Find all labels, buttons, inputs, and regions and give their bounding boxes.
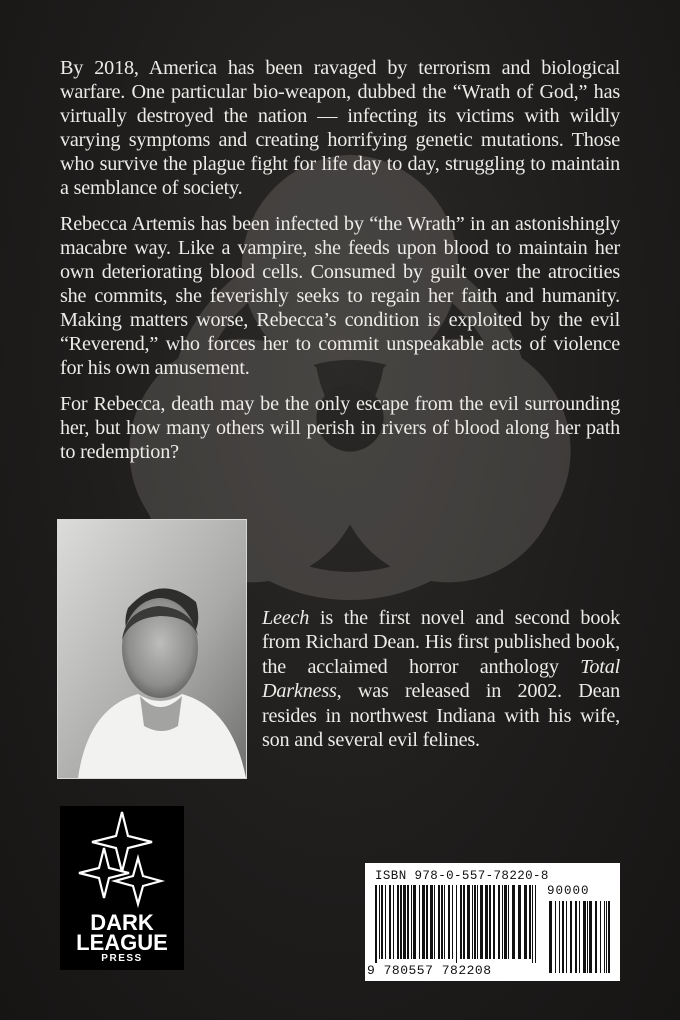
bio-text-part-2: , was released in 2002. Dean resides in northwest Indiana with his wife, son and several evil felines. bbox=[262, 680, 620, 752]
barcode-addon-bar bbox=[589, 901, 592, 973]
barcode-bar bbox=[498, 885, 500, 959]
barcode-bar bbox=[419, 885, 420, 959]
barcode-bar bbox=[489, 885, 491, 959]
price-code: 90000 bbox=[547, 884, 590, 898]
publisher-name-line-1: DARK bbox=[90, 910, 154, 935]
barcode-bar bbox=[385, 885, 386, 959]
bio-anthology-title: Total Darkness bbox=[262, 655, 620, 703]
barcode-bar bbox=[448, 885, 450, 959]
publisher-logo bbox=[60, 806, 184, 970]
barcode-bar bbox=[463, 885, 465, 959]
barcode-addon-bar bbox=[549, 901, 552, 973]
barcode-bar bbox=[502, 885, 503, 959]
synopsis-paragraph-1: By 2018, America has been ravaged by terrorism and biological warfare. One particular bio-weapon, dubbed the “Wrath of God,” has virtually destroyed the nation — infecting its victims with wildly varying symptoms and creating horrifying genetic mutations. Those who survive the plague fight for life day to day, struggling to maintain a semblance of society. bbox=[60, 57, 620, 199]
bio-text-part-1: is the first novel and second book from Richard Dean. His first published book, the acclaimed horror anthology bbox=[262, 607, 620, 678]
barcode-bar bbox=[403, 885, 406, 959]
barcode-bar bbox=[467, 885, 470, 959]
barcode-addon-bar bbox=[566, 901, 567, 973]
barcode-bar bbox=[460, 885, 462, 959]
barcode-bar bbox=[422, 885, 425, 959]
barcode-bar bbox=[477, 885, 478, 959]
barcode-addon-bar bbox=[579, 901, 580, 973]
bio-book-title: Leech bbox=[262, 607, 310, 629]
author-photo bbox=[57, 519, 247, 779]
barcode-bar bbox=[529, 885, 531, 959]
barcode-digits: 9 780557 782208 bbox=[367, 963, 492, 978]
barcode-addon-bar bbox=[608, 901, 610, 973]
synopsis-text bbox=[60, 56, 620, 476]
barcode-bar bbox=[430, 885, 433, 959]
barcode-bar bbox=[444, 885, 445, 959]
barcode-addon-bar bbox=[562, 901, 564, 973]
barcode-bar bbox=[452, 885, 453, 959]
barcode-addon-bar bbox=[555, 901, 556, 973]
barcode-addon-bar bbox=[570, 901, 572, 973]
barcode-addon-bar bbox=[600, 901, 601, 973]
barcode-bar bbox=[426, 885, 428, 959]
barcode-bar bbox=[375, 885, 377, 963]
barcode-bar bbox=[379, 885, 380, 959]
barcode-bar bbox=[411, 885, 412, 959]
synopsis-paragraph-3: For Rebecca, death may be the only escape from the evil surrounding her, but how many others will perish in rivers of blood along her path to redemption? bbox=[60, 393, 620, 463]
barcode-bar bbox=[485, 885, 488, 959]
author-bio bbox=[262, 606, 620, 752]
barcode-bar bbox=[393, 885, 394, 959]
barcode-bar bbox=[407, 885, 409, 959]
barcode-bar bbox=[441, 885, 443, 959]
barcode-bar bbox=[438, 885, 440, 959]
barcode-bar bbox=[381, 885, 383, 959]
barcode-addon-bar bbox=[604, 901, 605, 973]
barcode-bar bbox=[397, 885, 399, 959]
barcode-bar bbox=[493, 885, 495, 959]
isbn-barcode bbox=[365, 863, 620, 981]
barcode-bar bbox=[474, 885, 476, 959]
synopsis-paragraph-2: Rebecca Artemis has been infected by “the Wrath” in an astonishingly macabre way. Like a vampire, she feeds upon blood to maintain her own deteriorating blood cells. Consumed by guilt over the atrocities she commits, she feverishly seeks to regain her faith and humanity. Making matters worse, Rebecca’s condition is exploited by the evil “Reverend,” who forces her to commit unspeakable acts of violence for his own amusement. bbox=[60, 213, 620, 379]
barcode-bar bbox=[535, 885, 536, 963]
barcode-bar bbox=[389, 885, 391, 959]
barcode-addon-bar bbox=[595, 901, 597, 973]
barcode-addon-bar bbox=[606, 901, 607, 973]
barcode-bar bbox=[512, 885, 515, 959]
barcode-bar bbox=[434, 885, 435, 959]
barcode-addon-bar bbox=[587, 901, 588, 973]
barcode-addon-bar bbox=[575, 901, 577, 973]
barcode-bar bbox=[472, 885, 473, 959]
publisher-name-line-2: LEAGUE bbox=[76, 930, 168, 955]
barcode-bar bbox=[532, 885, 533, 963]
star-icon bbox=[60, 806, 184, 916]
barcode-bar bbox=[480, 885, 483, 959]
isbn-text: ISBN 978-0-557-78220-8 bbox=[375, 869, 549, 883]
barcode-addon-bar bbox=[559, 901, 560, 973]
barcode-addon-bar bbox=[583, 901, 586, 973]
barcode-bar bbox=[456, 885, 457, 963]
barcode-bar bbox=[400, 885, 402, 959]
barcode-bar bbox=[518, 885, 521, 959]
barcode-bar bbox=[413, 885, 416, 959]
barcode-bar bbox=[508, 885, 509, 959]
publisher-name-line-3: PRESS bbox=[101, 953, 143, 964]
barcode-bar bbox=[504, 885, 507, 959]
barcode-bar bbox=[524, 885, 527, 959]
